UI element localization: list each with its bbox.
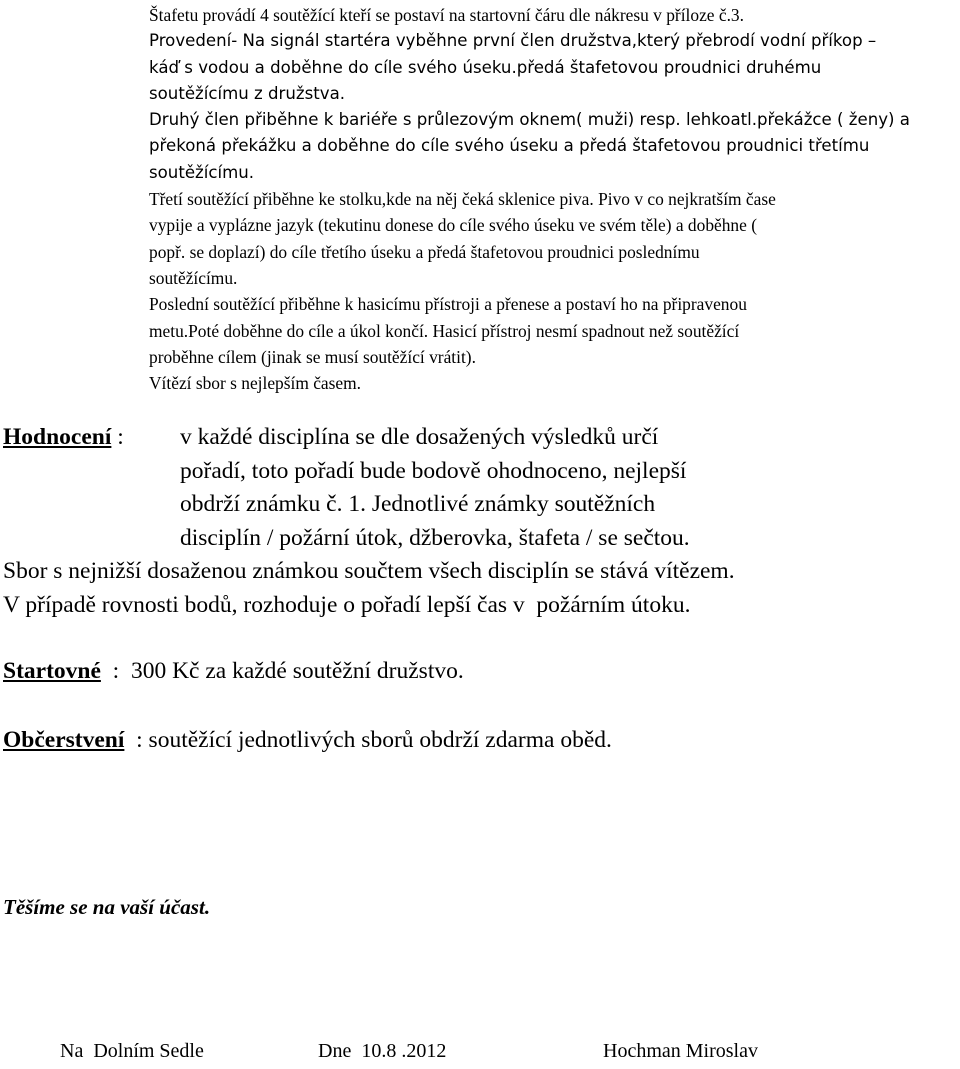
entry-fee-label: Startovné	[3, 658, 101, 684]
rules-line: soutěžícímu z družstva.	[149, 83, 346, 103]
evaluation-line: v každé disciplína se dle dosažených výsledků určí	[180, 424, 659, 450]
footer-place: Na Dolním Sedle	[60, 1040, 204, 1062]
evaluation-line: pořadí, toto pořadí bude bodově ohodnoceno, nejlepší	[180, 457, 687, 484]
entry-fee-separator: :	[100, 658, 131, 684]
evaluation-line: disciplín / požární útok, džberovka, štafeta / se sečtou.	[180, 524, 690, 551]
refreshments-value: soutěžící jednotlivých sborů obdrží zdarma oběd.	[148, 727, 612, 753]
rules-line: Třetí soutěžící přiběhne ke stolku,kde na něj čeká sklenice piva. Pivo v co nejkratším čase	[149, 189, 776, 210]
relay-rules	[149, 2, 957, 396]
rules-line: Vítězí sbor s nejlepším časem.	[149, 373, 362, 394]
rules-line: káď s vodou a doběhne do cíle svého úseku.předá štafetovou proudnici druhému	[149, 57, 822, 77]
refreshments-label: Občerstvení	[3, 727, 125, 753]
footer-date: Dne 10.8 .2012	[318, 1040, 447, 1062]
rules-line: metu.Poté doběhne do cíle a úkol končí. Hasicí přístroj nesmí spadnout než soutěžící	[149, 320, 740, 341]
evaluation-extra-line: Sbor s nejnižší dosaženou známkou součtem všech disciplín se stává vítězem.	[3, 558, 735, 584]
evaluation-label: Hodnocení	[3, 424, 112, 450]
rules-line: překoná překážku a doběhne do cíle svého úseku a předá štafetovou proudnici třetímu	[149, 136, 870, 156]
rules-line: Druhý člen přiběhne k bariéře s průlezovým oknem( muži) resp. lehkoatl.překážce ( ženy) a	[149, 110, 910, 130]
rules-line: proběhne cílem (jinak se musí soutěžící vrátit).	[149, 346, 476, 367]
evaluation-extra-line: V případě rovnosti bodů, rozhoduje o pořadí lepší čas v požárním útoku.	[3, 591, 691, 618]
footer-author: Hochman Miroslav	[603, 1040, 758, 1062]
rules-line: popř. se doplazí) do cíle třetího úseku a předá štafetovou proudnici poslednímu	[149, 241, 700, 262]
refreshments-separator: :	[124, 727, 149, 753]
entry-fee-line	[3, 655, 464, 689]
evaluation-line: obdrží známku č. 1. Jednotlivé známky soutěžních	[180, 491, 656, 517]
closing-text: Těšíme se na vaší účast.	[3, 895, 211, 919]
rules-line: soutěžícímu.	[149, 267, 238, 288]
rules-line: soutěžícímu.	[149, 162, 255, 182]
rules-line: Štafetu provádí 4 soutěžící kteří se postaví na startovní čáru dle nákresu v příloze č.3.	[149, 5, 744, 25]
evaluation-section	[3, 421, 735, 622]
evaluation-separator: :	[111, 424, 136, 450]
rules-line: vypije a vyplázne jazyk (tekutinu donese do cíle svého úseku ve svém těle) a doběhne (	[149, 215, 757, 236]
refreshments-line	[3, 724, 612, 758]
rules-line: Poslední soutěžící přiběhne k hasicímu přístroji a přenese a postaví ho na připravenou	[149, 294, 747, 315]
entry-fee-value: 300 Kč za každé soutěžní družstvo.	[130, 658, 464, 684]
rules-line: Provedení- Na signál startéra vyběhne první člen družstva,který přebrodí vodní příkop –	[149, 31, 877, 51]
